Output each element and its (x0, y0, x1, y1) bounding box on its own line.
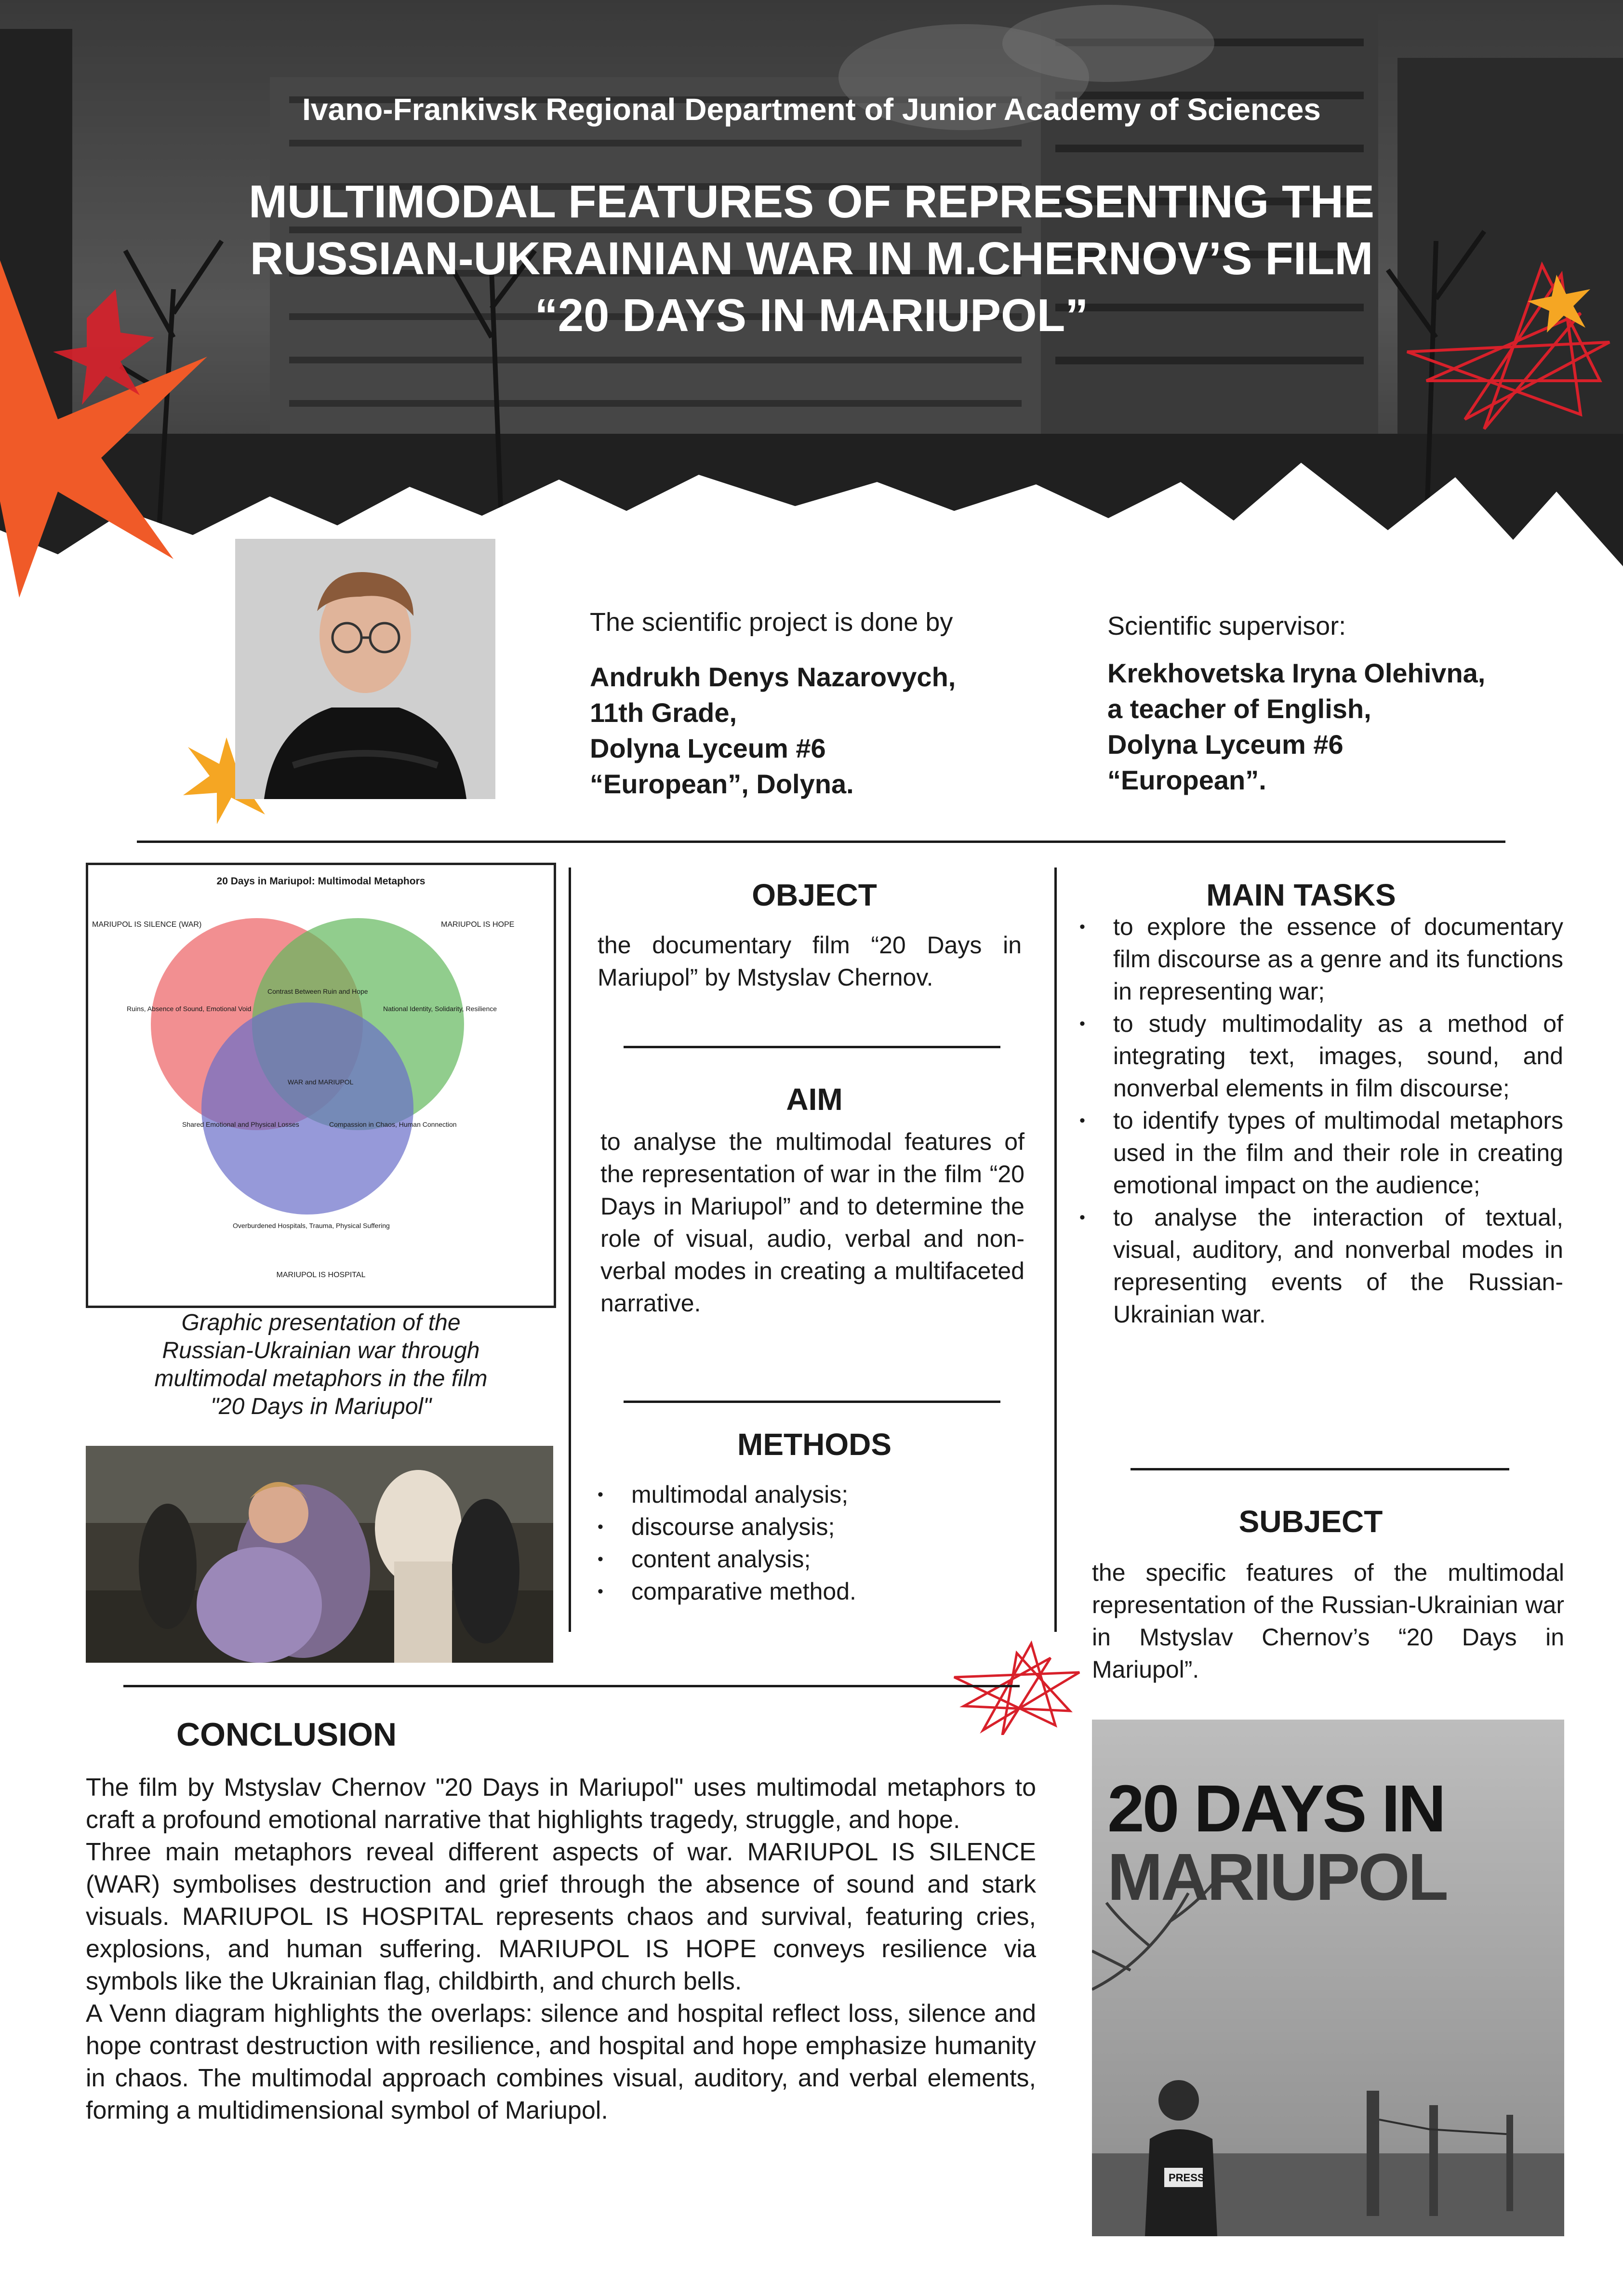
supervisor-details (1107, 655, 1485, 798)
red-star-outline-right-icon (1397, 255, 1623, 439)
tasks-title: MAIN TASKS (1206, 878, 1396, 912)
venn-caption-line-3: multimodal metaphors in the film (154, 1366, 488, 1391)
film-still-photo (86, 1446, 553, 1663)
supervisor-role: a teacher of English, (1107, 694, 1371, 724)
venn-set-hope-label: MARIUPOL IS HOPE (441, 921, 515, 929)
conclusion-title: CONCLUSION (176, 1716, 397, 1753)
tasks-item: • to identify types of multimodal metaphors used in the film and their role in creating emotional impact on the audience; (1079, 1105, 1563, 1201)
poster-title-line-2: MARIUPOL (1107, 1840, 1447, 1914)
divider-aim-methods (624, 1401, 1000, 1403)
conclusion-paragraph-1: The film by Mstyslav Chernov "20 Days in Mariupol" uses multimodal metaphors to craft a profound emotional narrative that highlights tragedy, struggle, and hope. (86, 1774, 1036, 1834)
subject-title: SUBJECT (1238, 1504, 1383, 1539)
supervisor-label: Scientific supervisor: (1107, 612, 1346, 641)
venn-caption-line-4: "20 Days in Mariupol" (210, 1394, 432, 1419)
author-name: Andrukh Denys Nazarovych, (590, 662, 956, 692)
object-title: OBJECT (752, 878, 877, 912)
title-line-2: RUSSIAN-UKRAINIAN WAR IN M.CHERNOV’S FILM (250, 233, 1373, 284)
conclusion-text (86, 1772, 1036, 2127)
venn-region-silence-hospital: Shared Emotional and Physical Losses (182, 1121, 299, 1128)
venn-region-hospital: Overburdened Hospitals, Trauma, Physical Suffering (233, 1222, 390, 1229)
organization-name: Ivano-Frankivsk Regional Department of Junior Academy of Sciences (302, 92, 1321, 127)
venn-caption (86, 1309, 556, 1421)
title-line-1: MULTIMODAL FEATURES OF REPRESENTING THE (248, 176, 1374, 227)
supervisor-name: Krekhovetska Iryna Olehivna, (1107, 658, 1486, 688)
venn-diagram-frame (86, 863, 556, 1308)
author-details (590, 659, 956, 802)
methods-item: • content analysis; (598, 1543, 1022, 1575)
divider-vertical-left (569, 868, 571, 1632)
divider-vertical-right (1054, 868, 1057, 1632)
conclusion-paragraph-2: Three main metaphors reveal different aspects of war. MARIUPOL IS SILENCE (WAR) symbolises destruction and grief through the absence of sound and stark visuals. MARIUPOL IS HOSPITAL represents chaos and survival, featuring cries, explosions, and human suffering. MARIUPOL IS HOPE conveys resilience via symbols like the Ukrainian flag, childbirth, and church bells. (86, 1838, 1036, 1995)
tasks-item: • to study multimodality as a method of integrating text, images, sound, and nonverbal elements in film discourse; (1079, 1008, 1563, 1105)
tasks-item: • to explore the essence of documentary film discourse as a genre and its functions in representing war; (1079, 911, 1563, 1008)
venn-region-hope: National Identity, Solidarity, Resilience (383, 1005, 497, 1013)
venn-circle-hospital (201, 1002, 413, 1215)
venn-title: 20 Days in Mariupol: Multimodal Metaphors (216, 876, 426, 887)
subject-text: the specific features of the multimodal representation of the Russian-Ukrainian war in Mstyslav Chernov’s “20 Days in Mariupol”. (1092, 1559, 1564, 1683)
divider-top (137, 841, 1505, 843)
venn-region-center: WAR and MARIUPOL (288, 1078, 354, 1086)
object-text: the documentary film “20 Days in Mariupol” by Mstyslav Chernov. (598, 932, 1022, 991)
press-vest-label: PRESS (1169, 2172, 1205, 2184)
aim-title: AIM (786, 1082, 843, 1117)
poster-title-line-1: 20 DAYS IN (1107, 1772, 1444, 1846)
supervisor-school: Dolyna Lyceum #6 (1107, 729, 1344, 760)
methods-item: • comparative method. (598, 1575, 1022, 1608)
author-school-location: “European”, Dolyna. (590, 769, 854, 799)
conclusion-paragraph-3: A Venn diagram highlights the overlaps: silence and hospital reflect loss, silence and hope contrast destruction with resilience, and hospital and hope emphasize humanity in chaos. The multimodal approach combines visual, auditory, and verbal elements, forming a multidimensional symbol of Mariupol. (86, 2000, 1036, 2124)
methods-item: • multimodal analysis; (598, 1479, 1022, 1511)
methods-list (598, 1479, 1022, 1608)
student-portrait-photo (235, 539, 495, 799)
poster-title (0, 174, 1623, 344)
venn-caption-line-2: Russian-Ukrainian war through (162, 1338, 480, 1363)
author-school: Dolyna Lyceum #6 (590, 733, 826, 763)
tasks-item: • to analyse the interaction of textual, visual, auditory, and nonverbal modes in representing events of the Russian-Ukrainian war. (1079, 1201, 1563, 1331)
title-line-3: “20 DAYS IN MARIUPOL” (534, 290, 1089, 341)
divider-conclusion (123, 1685, 1020, 1687)
venn-region-silence: Ruins, Absence of Sound, Emotional Void (127, 1005, 252, 1013)
orange-burst-left-icon (0, 260, 241, 607)
venn-region-hope-hospital: Compassion in Chaos, Human Connection (329, 1121, 457, 1128)
supervisor-school-name: “European”. (1107, 765, 1266, 795)
film-poster (1092, 1720, 1564, 2236)
venn-caption-line-1: Graphic presentation of the (181, 1310, 461, 1335)
venn-set-silence-label: MARIUPOL IS SILENCE (WAR) (92, 921, 202, 929)
author-label: The scientific project is done by (590, 608, 953, 637)
venn-region-silence-hope: Contrast Between Ruin and Hope (267, 988, 368, 995)
venn-set-hospital-label: MARIUPOL IS HOSPITAL (276, 1271, 366, 1279)
divider-object-aim (624, 1046, 1000, 1048)
aim-text: to analyse the multimodal features of the representation of war in the film “20 Days in Mariupol” and to determine the role of visual, audio, verbal and non-verbal modes in creating a multifaceted narrative. (600, 1128, 1024, 1317)
divider-tasks-subject (1131, 1468, 1509, 1470)
tasks-list (1079, 911, 1563, 1331)
author-grade: 11th Grade, (590, 697, 737, 728)
methods-item: • discourse analysis; (598, 1511, 1022, 1543)
methods-title: METHODS (737, 1427, 891, 1462)
